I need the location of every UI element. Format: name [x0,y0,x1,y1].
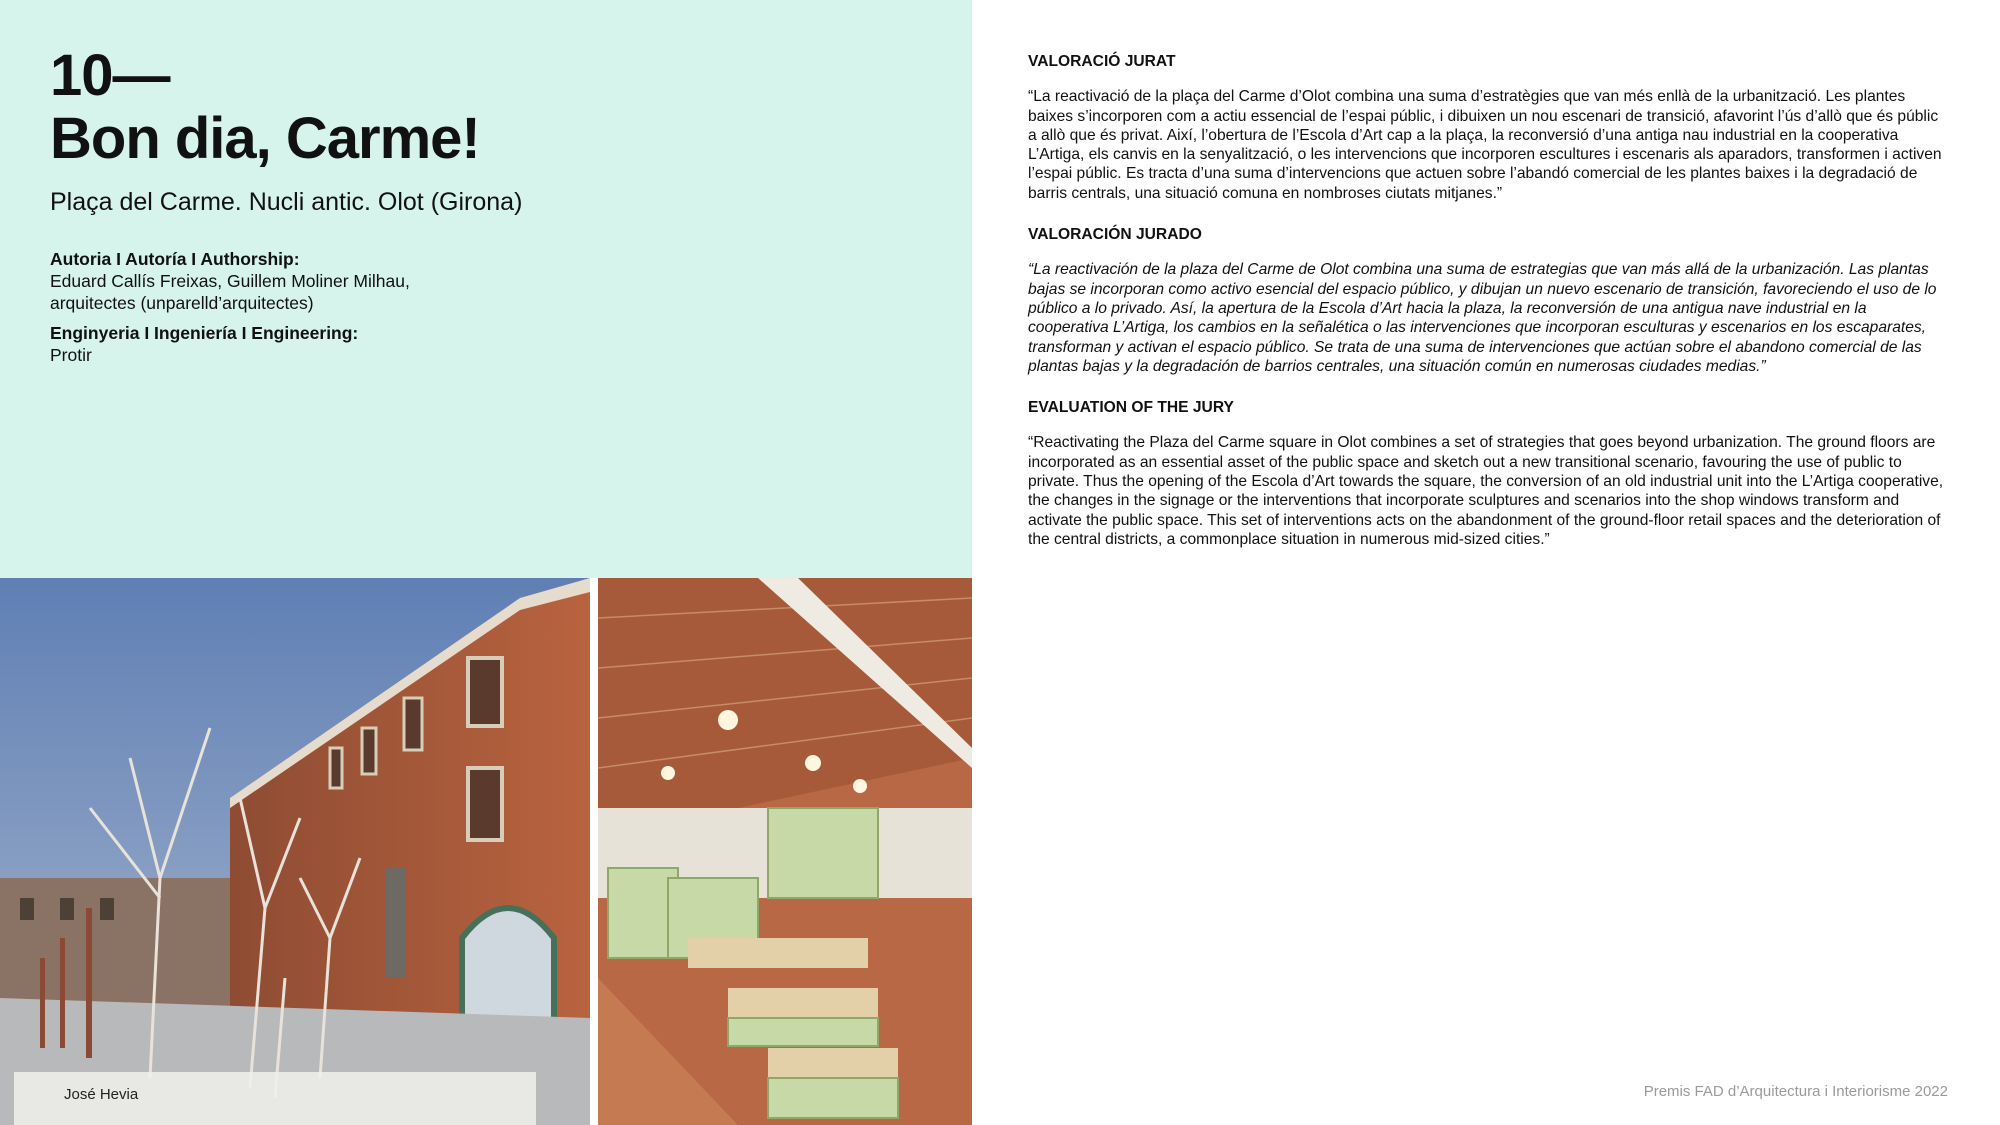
project-title: Bon dia, Carme! [50,106,480,171]
engineering-label: Enginyeria I Ingeniería I Engineering: [50,323,359,343]
photo-credit: José Hevia [64,1086,139,1103]
interior-photo [598,578,972,1125]
jury-heading-english: EVALUATION OF THE JURY [1028,399,1234,417]
engineering-value: Protir [50,345,92,365]
jury-heading-catalan: VALORACIÓ JURAT [1028,53,1176,70]
jury-evaluations [1028,52,1948,571]
jury-section-spanish [1028,225,1948,376]
authorship-line-2: arquitectes (unparelld’arquitectes) [50,293,314,313]
jury-text-catalan: “La reactivació de la plaça del Carme d’Olot combina una suma d’estratègies que van més enllà de la urbanització. Les plantes baixes s’incorporen com a actiu essencial de l’espai públic, i dibuixen un nou escenari de transició, afavorint l’ús d’allò que és públic a allò que és privat. Així, l’obertura de l’Escola d’Art cap a la plaça, la reconversió d’una antiga nau industrial en la cooperativa L’Artiga, els canvis en la senyalització, o les intervencions que incorporen escultures i escenaris als aparadors, transformen i activen l’espai públic. Es tracta d’una suma d’intervencions que actuen sobre l’abandó comercial de les plantes baixes i la degradació de barris centrals, una situació comuna en nombroses ciutats mitjanes.” [1028,88,1942,202]
jury-heading-spanish: VALORACIÓN JURADO [1028,226,1202,244]
credits-block [50,248,410,366]
exterior-photo [0,578,590,1125]
authorship-label: Autoria I Autoría I Authorship: [50,249,300,269]
jury-section-catalan [1028,52,1948,203]
photo-credit-box [14,1072,536,1125]
title-panel [0,0,972,578]
footer-credit: Premis FAD d’Arquitectura i Interiorisme 2022 [1643,1083,1948,1100]
jury-text-spanish: “La reactivación de la plaza del Carme de Olot combina una suma de estrategias que van más allá de la urbanización. Las plantas bajas se incorporan como activo esencial del espacio público, y dibujan un nuevo escenario de transición, favoreciendo el uso de lo público a lo privado. Así, la apertura de la Escola d’Art hacia la plaza, la reconversión de una antigua nave industrial en la cooperativa L’Artiga, los cambios en la señalética o las intervenciones que incorporan esculturas y escenarios en los escaparates, transforman y activan el espacio público. Se trata de una suma de intervenciones que actúan sobre el abandono comercial de las plantas bajas y la degradación de barrios centrales, una situación común en numerosas ciudades medias.” [1028,261,1937,375]
project-location: Plaça del Carme. Nucli antic. Olot (Girona) [50,188,523,216]
authorship-line-1: Eduard Callís Freixas, Guillem Moliner Milhau, [50,271,410,291]
project-number: 10— [50,43,170,108]
jury-text-english: “Reactivating the Plaza del Carme square in Olot combines a set of strategies that goes beyond urbanization. The ground floors are incorporated as an essential asset of the public space and sketch out a new transitional scenario, favouring the use of public to private. Thus the opening of the Escola d’Art towards the square, the conversion of an old industrial unit into the L’Artiga cooperative, the changes in the signage or the interventions that incorporate sculptures and scenarios into the shop windows transform and activate the public space. This set of interventions acts on the abandonment of the ground-floor retail spaces and the deterioration of the central districts, a commonplace situation in numerous mid-sized cities.” [1028,434,1944,548]
jury-section-english [1028,398,1948,549]
